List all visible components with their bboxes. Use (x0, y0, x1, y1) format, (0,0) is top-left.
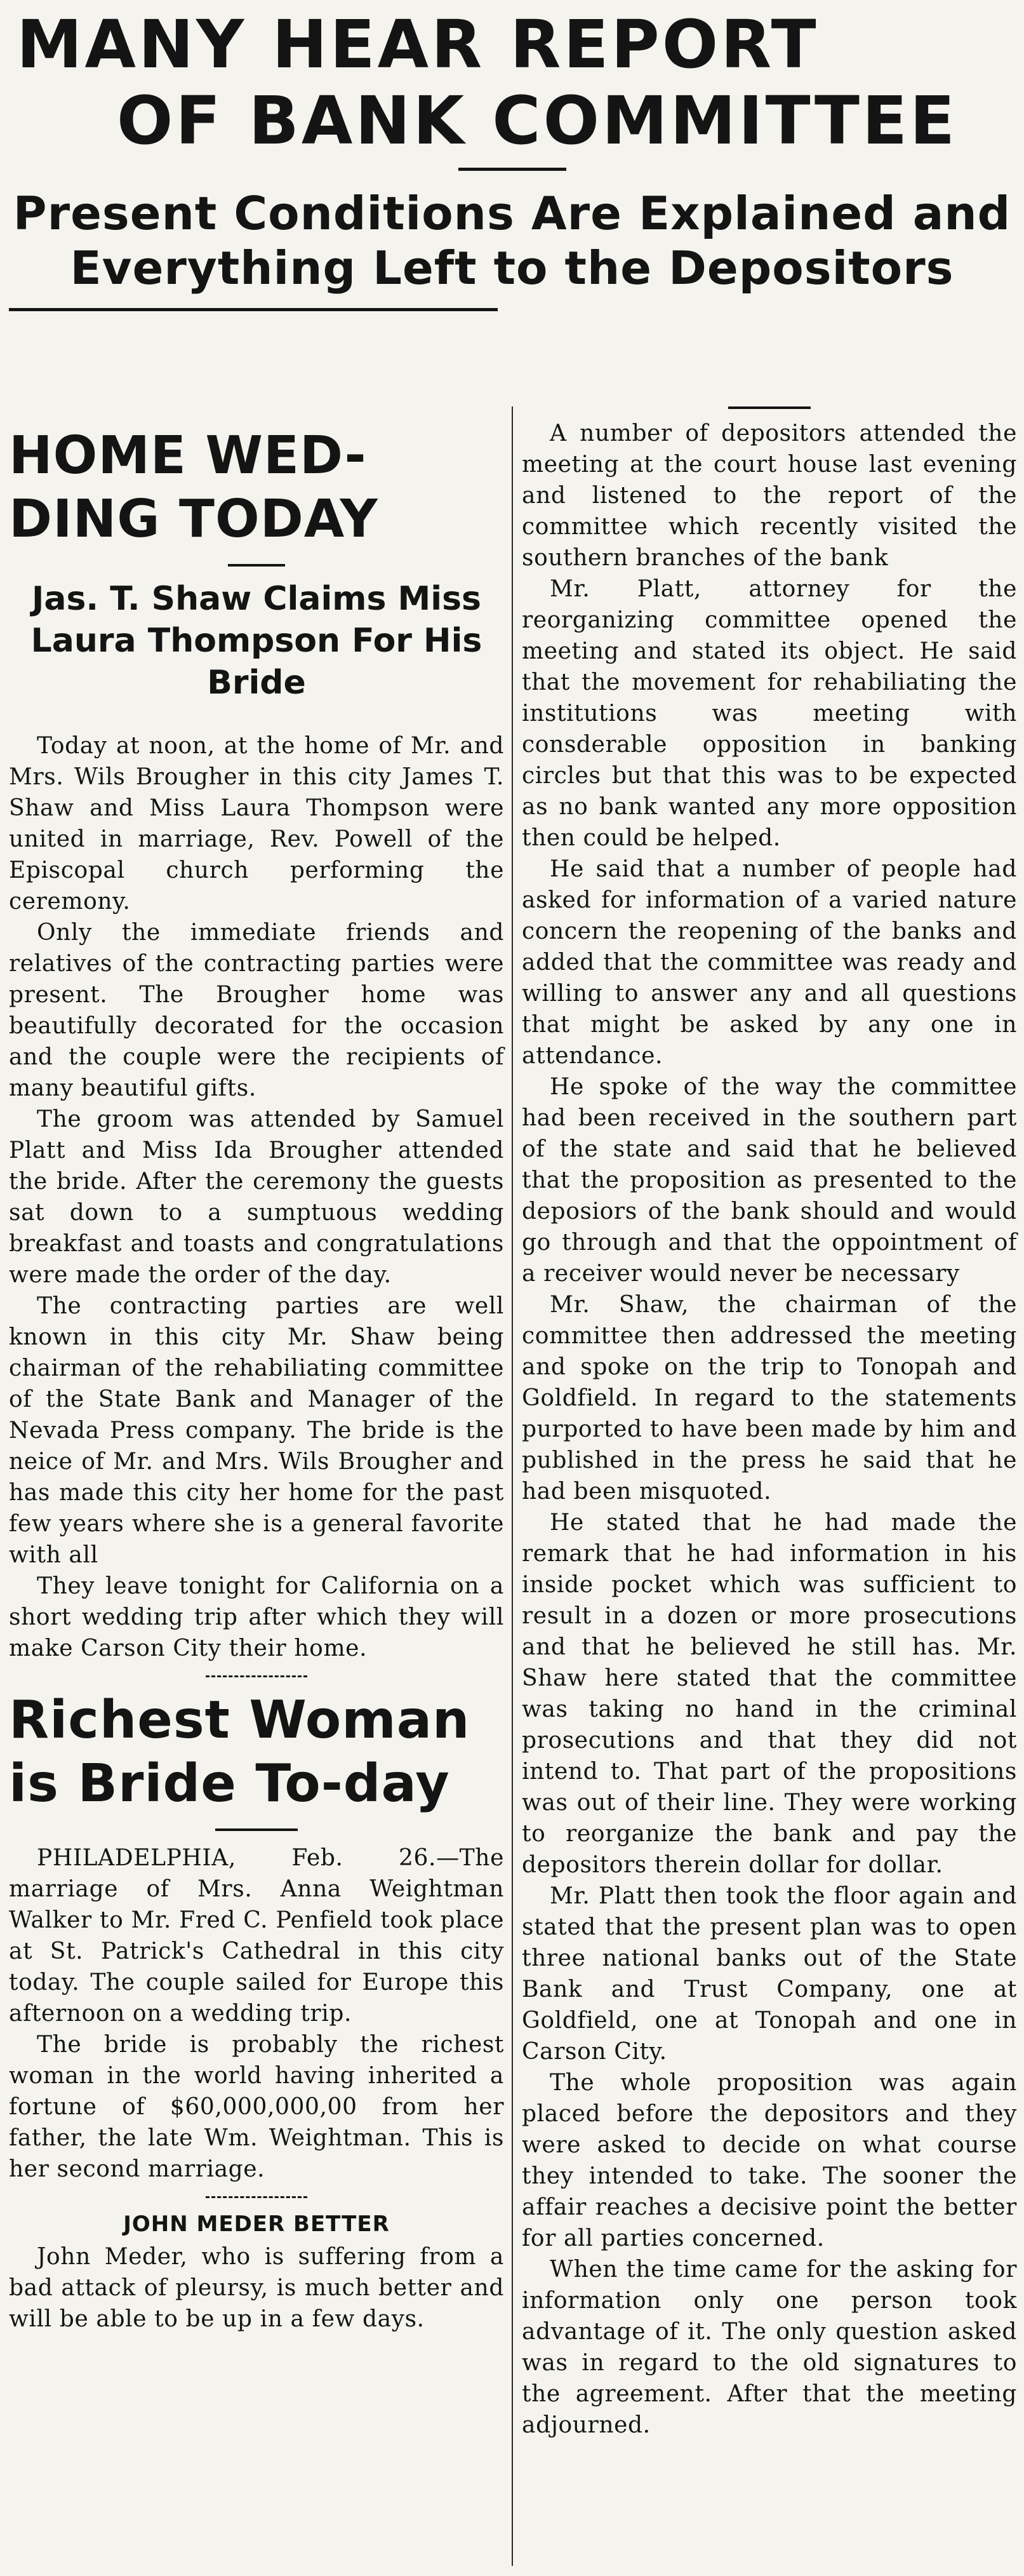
article-paragraph: The bride is probably the richest woman in the world having inherited a fortune of $60,000,000,00 from her father, the late Wm. Weightman. This is her second marriage. (9, 2032, 504, 2182)
article-paragraph: He stated that he had made the remark that he had information in his inside pocket which was sufficient to result in a dozen or more prosecutions and that he believed he still has. Mr. Shaw here stated that the committee was taking no hand in the criminal prosecutions and that they did not intend to. That part of the propositions was out of their line. They were working to reorganize the bank and pay the depositors therein dollar for dollar. (522, 1510, 1017, 1878)
meder-body (9, 2241, 504, 2335)
article-paragraph: PHILADELPHIA, Feb. 26.—The marriage of Mrs. Anna Weightman Walker to Mr. Fred C. Penfield took place at St. Patrick's Cathedral in this city today. The couple sailed for Europe this afternoon on a wedding trip. (9, 1845, 504, 2027)
richest-woman-headline: Richest Woman is Bride To-day (9, 1690, 470, 1814)
article-paragraph: They leave tonight for California on a short wedding trip after which they will make Carson City their home. (9, 1573, 504, 1661)
article-separator (206, 1675, 307, 1680)
article-paragraph: He said that a number of people had asked for information of a varied nature concern the reopening of the banks and added that the committee was ready and willing to answer any and all questions that might be asked by any one in attendance. (522, 856, 1017, 1069)
meder-headline: JOHN MEDER BETTER (123, 2211, 390, 2237)
article-paragraph: Mr. Platt then took the floor again and stated that the present plan was to open three national banks out of the State Bank and Trust Company, one at Goldfield, one at Tonopah and one in Carson City. (522, 1883, 1017, 2065)
headline-divider (458, 168, 566, 171)
article-paragraph: The contracting parties are well known in this city Mr. Shaw being chairman of the rehabiliating committee of the State Bank and Manager of the Nevada Press company. The bride is the neice of Mr. and Mrs. Wils Brougher and has made this city her home for the past few years where she is a general favorite with all (9, 1293, 504, 1568)
article-paragraph: The groom was attended by Samuel Platt and Miss Ida Brougher attended the bride. After the ceremony the guests sat down to a sumptuous wedding breakfast and toasts and congratulations were made the order of the day. (9, 1106, 504, 1288)
left-column (9, 406, 504, 2335)
article-separator (206, 2196, 307, 2201)
article-paragraph: Today at noon, at the home of Mr. and Mrs. Wils Brougher in this city James T. Shaw and Miss Laura Thompson were united in marriage, Rev. Powell of the Episcopal church performing the ceremony. (9, 733, 504, 915)
article-paragraph: He spoke of the way the committee had been received in the southern part of the state and said that he believed that the proposition as presented to the deposiors of the bank should and would go through and that the oppointment of a receiver would never be necessary (522, 1074, 1017, 1287)
masthead-rule (9, 308, 498, 311)
right-column (522, 406, 1017, 2441)
home-wedding-headline: HOME WED-DING TODAY (9, 426, 378, 549)
main-subhead: Present Conditions Are Explained and Everything Left to the Depositors (13, 187, 1011, 295)
home-wedding-subhead: Jas. T. Shaw Claims Miss Laura Thompson For His Bride (30, 580, 482, 702)
richest-woman-rule (215, 1828, 298, 1831)
main-headline-line-1: MANY HEAR REPORT (17, 6, 819, 83)
article-paragraph: John Meder, who is suffering from a bad attack of pleursy, is much better and will be able to be up in a few days. (9, 2244, 504, 2332)
article-paragraph: When the time came for the asking for information only one person took advantage of it. The only question asked was in regard to the old signatures to the agreement. After that the meeting adjourned. (522, 2257, 1017, 2438)
column-divider (512, 406, 513, 2566)
article-paragraph: The whole proposition was again placed before the depositors and they were asked to decide on what course they intended to take. The sooner the affair reaches a decisive point the better for all parties concerned. (522, 2070, 1017, 2251)
article-paragraph: A number of depositors attended the meeting at the court house last evening and listened to the report of the committee which recently visited the southern branches of the bank (522, 420, 1017, 571)
home-wedding-rule (228, 564, 285, 567)
main-headline-line-2: OF BANK COMMITTEE (117, 82, 958, 159)
bank-report-body (522, 418, 1017, 2441)
article-paragraph: Mr. Platt, attorney for the reorganizing committee opened the meeting and stated its object. He said that the movement for rehabiliating the institutions was meeting with consderable opposition in banking circles but that this was to be expected as no bank wanted any more opposition then could be helped. (522, 576, 1017, 851)
richest-woman-body (9, 1842, 504, 2185)
article-paragraph: Mr. Shaw, the chairman of the committee then addressed the meeting and spoke on the trip to Tonopah and Goldfield. In regard to the statements purported to have been made by him and published in the press he said that he had been misquoted. (522, 1292, 1017, 1505)
article-paragraph: Only the immediate friends and relatives of the contracting parties were present. The Brougher home was beautifully decorated for the occasion and the couple were the recipients of many beautiful gifts. (9, 920, 504, 1101)
masthead (9, 6, 1015, 314)
bank-report-rule (728, 406, 811, 409)
home-wedding-body (9, 730, 504, 1664)
